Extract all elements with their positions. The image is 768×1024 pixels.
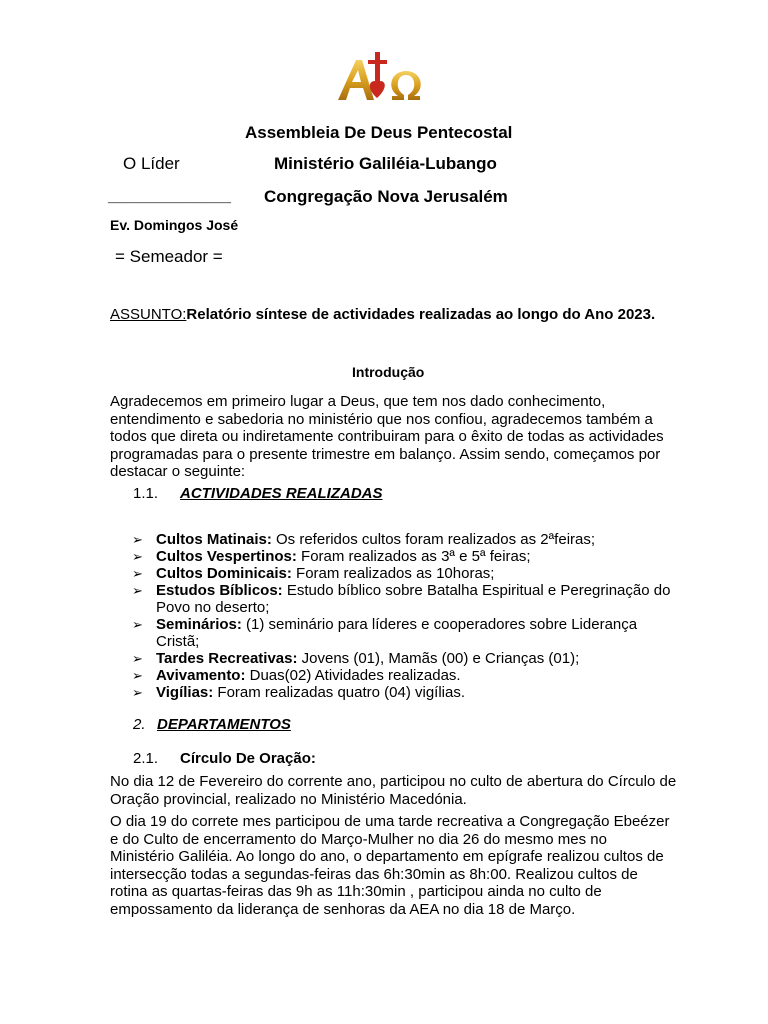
section-2-number: 2. — [133, 716, 146, 733]
intro-paragraph: Agradecemos em primeiro lugar a Deus, que tem nos dado conhecimento, entendimento e sabedoria no ministério que nos confiou, agradecemos também a todos que direta ou indiretamente contribuiram para o êxito de todas as actividades programadas para o presente trimestre em balanço. Assim sendo, começamos por destacar o seguinte: — [110, 393, 664, 480]
leader-name: Ev. Domingos José — [110, 217, 239, 233]
arrow-bullet-icon: ➢ — [132, 566, 143, 581]
arrow-bullet-icon: ➢ — [132, 549, 143, 564]
subject-text: Relatório síntese de actividades realizadas ao longo do Ano 2023. — [186, 306, 656, 323]
list-item: ➢ Avivamento: Duas(02) Atividades realizadas. — [132, 667, 461, 684]
list-item: ➢ Cultos Vespertinos: Foram realizados as 3ª e 5ª feiras; — [132, 548, 531, 565]
paragraph-1: No dia 12 de Fevereiro do corrente ano, participou no culto de abertura do Círculo de Oração provincial, realizado no Ministério Macedónia. — [110, 773, 677, 808]
ministry-title: Ministério Galiléia-Lubango — [274, 154, 497, 173]
arrow-bullet-icon: ➢ — [132, 583, 143, 598]
list-item: ➢ Seminários: (1) seminário para líderes e cooperadores sobre Liderança Cristã; — [132, 616, 638, 650]
list-item: ➢ Estudos Bíblicos: Estudo bíblico sobre Batalha Espiritual e Peregrinação do Povo no deserto; — [132, 582, 671, 616]
leader-title: = Semeador = — [115, 247, 223, 266]
arrow-bullet-icon: ➢ — [132, 617, 143, 632]
section-2-1-number: 2.1. — [133, 750, 159, 767]
congregation-title: Congregação Nova Jerusalém — [264, 187, 508, 206]
list-item: ➢ Cultos Dominicais: Foram realizados as 10horas; — [132, 565, 495, 582]
subject-line — [110, 306, 655, 323]
subject-label: ASSUNTO: — [110, 306, 187, 323]
activities-list — [132, 531, 672, 701]
section-2-title: DEPARTAMENTOS — [157, 716, 291, 733]
arrow-bullet-icon: ➢ — [132, 668, 143, 683]
list-item: ➢ Cultos Matinais: Os referidos cultos foram realizados as 2ªfeiras; — [132, 531, 596, 548]
arrow-bullet-icon: ➢ — [132, 651, 143, 666]
section-1-1-title: ACTIVIDADES REALIZADAS — [180, 485, 383, 502]
arrow-bullet-icon: ➢ — [132, 685, 143, 700]
list-item: ➢ Tardes Recreativas: Jovens (01), Mamãs (00) e Crianças (01); — [132, 650, 580, 667]
signature-line: _____________ — [108, 186, 231, 205]
alpha-omega-logo — [330, 50, 430, 110]
list-item: ➢ Vigílias: Foram realizadas quatro (04) vigílias. — [132, 684, 466, 701]
org-title: Assembleia De Deus Pentecostal — [245, 123, 513, 142]
section-2-1-title: Círculo De Oração: — [180, 750, 316, 767]
intro-heading: Introdução — [352, 364, 425, 380]
paragraph-2: O dia 19 do correte mes participou de uma tarde recreativa a Congregação Ebeézer e do Culto de encerramento do Março-Mulher no dia 26 do mesmo mes no Ministério Galiléia. Ao longo do ano, o departamento em epígrafe realizou cultos de intersecção todas a segundas-feiras das 6h:30min as 8h:00. Realizou cultos de rotina as quartas-feiras das 9h as 11h:30min , participou ainda no culto de empossamento da liderança de senhoras da AEA no dia 18 de Março. — [110, 813, 670, 918]
arrow-bullet-icon: ➢ — [132, 532, 143, 547]
leader-label: O Líder — [123, 154, 180, 173]
section-1-1-number: 1.1. — [133, 485, 159, 502]
